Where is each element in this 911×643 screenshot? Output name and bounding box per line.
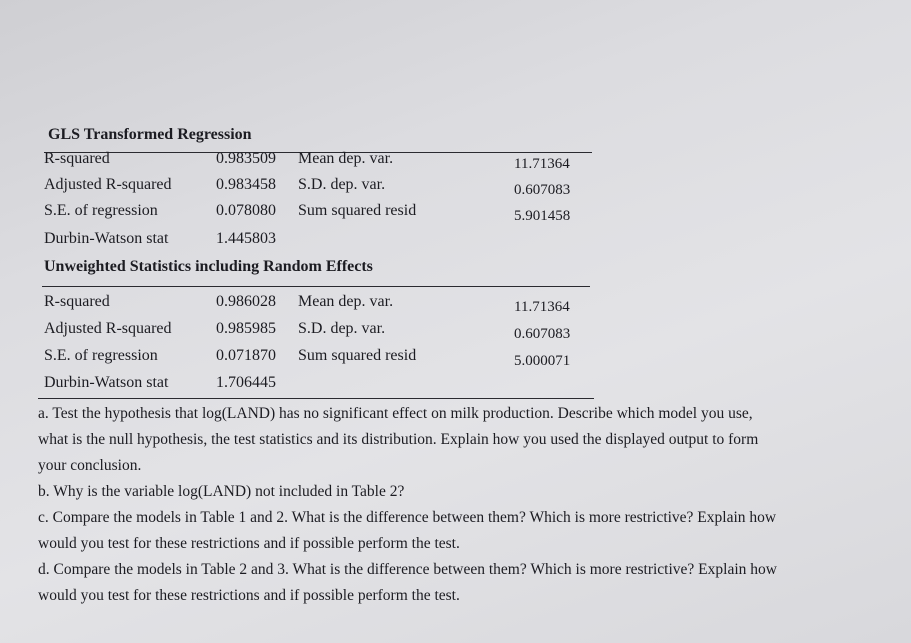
gls-row-desc: S.D. dep. var. bbox=[298, 176, 386, 193]
question-d: d. Compare the models in Table 2 and 3. What is the difference between them? Which is more restrictive? Explain how would you test for these restrictions and if possible perform the test. bbox=[38, 561, 777, 604]
gls-row-num: 11.71364 bbox=[514, 156, 570, 172]
gls-row-desc: Mean dep. var. bbox=[298, 150, 394, 167]
unweighted-row-value: 1.706445 bbox=[216, 374, 276, 391]
gls-title: GLS Transformed Regression bbox=[48, 126, 252, 143]
unweighted-row-label: S.E. of regression bbox=[44, 347, 158, 364]
unweighted-row-value: 0.985985 bbox=[216, 320, 276, 337]
unweighted-row-label: Durbin-Watson stat bbox=[44, 374, 169, 391]
gls-row bbox=[44, 150, 604, 172]
unweighted-row-num: 0.607083 bbox=[514, 326, 571, 342]
gls-row-label: S.E. of regression bbox=[44, 202, 158, 219]
unweighted-row-label: R-squared bbox=[44, 293, 110, 310]
question-list bbox=[38, 401, 778, 609]
gls-row-value: 0.983458 bbox=[216, 176, 276, 193]
gls-row-value: 0.983509 bbox=[216, 150, 276, 167]
unweighted-row-num: 11.71364 bbox=[514, 299, 570, 315]
unweighted-row-desc: Mean dep. var. bbox=[298, 293, 394, 310]
unweighted-row-value: 0.986028 bbox=[216, 293, 276, 310]
unweighted-row bbox=[44, 347, 604, 369]
unweighted-title: Unweighted Statistics including Random Effects bbox=[44, 258, 373, 275]
gls-row-label: R-squared bbox=[44, 150, 110, 167]
gls-row-label: Durbin-Watson stat bbox=[44, 230, 169, 247]
gls-row-value: 0.078080 bbox=[216, 202, 276, 219]
gls-row bbox=[44, 176, 604, 198]
gls-row-num: 0.607083 bbox=[514, 182, 571, 198]
gls-row-value: 1.445803 bbox=[216, 230, 276, 247]
unweighted-row bbox=[44, 320, 604, 342]
gls-row-desc: Sum squared resid bbox=[298, 202, 417, 219]
unweighted-row-desc: S.D. dep. var. bbox=[298, 320, 386, 337]
unweighted-row-label: Adjusted R-squared bbox=[44, 320, 172, 337]
unweighted-row-desc: Sum squared resid bbox=[298, 347, 417, 364]
gls-row bbox=[44, 202, 604, 224]
question-c: c. Compare the models in Table 1 and 2. What is the difference between them? Which is more restrictive? Explain how would you test for these restrictions and if possible perform the test. bbox=[38, 509, 777, 552]
question-b: b. Why is the variable log(LAND) not included in Table 2? bbox=[38, 483, 405, 500]
unweighted-row-value: 0.071870 bbox=[216, 347, 276, 364]
unweighted-row bbox=[44, 293, 604, 315]
unweighted-row-num: 5.000071 bbox=[514, 353, 571, 369]
gls-row-label: Adjusted R-squared bbox=[44, 176, 172, 193]
unweighted-top-rule bbox=[42, 286, 590, 287]
unweighted-bottom-rule bbox=[38, 398, 594, 399]
question-a: a. Test the hypothesis that log(LAND) has no significant effect on milk production. Describe which model you use, what is the null hypothesis, the test statistics and its distribution. Explain how you used the displayed output to form your conclusion. bbox=[38, 405, 759, 474]
unweighted-row bbox=[44, 374, 604, 396]
gls-row-num: 5.901458 bbox=[514, 208, 571, 224]
gls-row bbox=[44, 230, 604, 252]
